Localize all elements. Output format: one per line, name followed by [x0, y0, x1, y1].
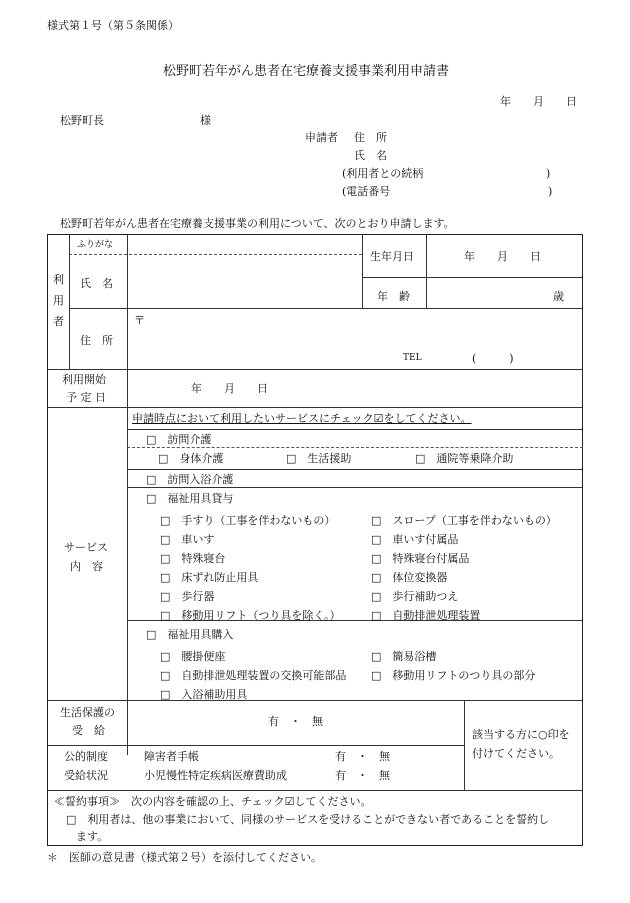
rental-walker-checkbox[interactable]: □ 歩行器: [160, 590, 215, 603]
tel-label: TEL: [403, 353, 422, 363]
visit-bath-checkbox[interactable]: □ 訪問入浴介護: [146, 473, 234, 486]
public-label-1: 公的制度: [64, 750, 108, 763]
rental-handrail-checkbox[interactable]: □ 手すり（工事を伴わないもの）: [160, 514, 336, 527]
start-label-2: 予 定 日: [66, 391, 106, 404]
birth-date-label: 生年月日: [370, 250, 414, 263]
document-title: 松野町若年がん患者在宅療養支援事業利用申請書: [163, 64, 450, 79]
service-instruction: 申請時点において利用したいサービスにチェック☑をしてください。: [132, 412, 472, 425]
user-section-label-2: 用: [53, 294, 64, 307]
pledge-checkbox[interactable]: □ 利用者は、他の事業において、同様のサービスを受けることができない者であることを誓約し: [66, 813, 550, 826]
addressee-sama: 様: [200, 114, 211, 127]
footnote: ＊ 医師の意見書（様式第２号）を添付してください。: [47, 851, 322, 864]
public-label-2: 受給状況: [64, 769, 108, 782]
form-number: 様式第１号（第５条関係）: [47, 19, 179, 32]
disability-card-value[interactable]: 有 ・ 無: [335, 750, 390, 763]
date-line: 年 月 日: [500, 95, 577, 108]
application-form-table: [47, 234, 583, 846]
applicant-name-label: 氏 名: [354, 149, 387, 162]
postal-mark: 〒: [134, 314, 145, 327]
user-section-label-3: 者: [53, 315, 64, 328]
pledge-line-2: ます。: [76, 830, 109, 843]
disability-card-label: 障害者手帳: [144, 750, 199, 763]
addressee: 松野町長: [60, 114, 104, 127]
rental-wheelchair-accessory-checkbox[interactable]: □ 車いす付属品: [371, 533, 459, 546]
applicant-phone-close: ): [548, 185, 553, 198]
service-label-1: サービス: [64, 541, 108, 554]
age-label: 年 齢: [377, 290, 410, 303]
life-support-checkbox[interactable]: □ 生活援助: [286, 452, 352, 465]
purchase-bath-aid-checkbox[interactable]: □ 入浴補助用具: [160, 688, 248, 701]
rental-special-bed-checkbox[interactable]: □ 特殊寝台: [160, 552, 226, 565]
rental-bedsore-checkbox[interactable]: □ 床ずれ防止用具: [160, 571, 259, 584]
age-unit: 歳: [553, 290, 564, 303]
start-label-1: 利用開始: [62, 373, 106, 386]
rental-auto-excretion-checkbox[interactable]: □ 自動排泄処理装置: [371, 609, 481, 622]
pledge-header: ≪誓約事項≫ 次の内容を確認の上、チェック☑してください。: [54, 795, 372, 808]
user-name-label: 氏 名: [80, 277, 113, 290]
purchase-lift-sling-checkbox[interactable]: □ 移動用リフトのつり具の部分: [371, 669, 536, 682]
service-label-2: 内 容: [70, 560, 103, 573]
purchase-toilet-seat-checkbox[interactable]: □ 腰掛便座: [160, 650, 226, 663]
note-line-2: 付けてください。: [472, 747, 560, 760]
intro-text: 松野町若年がん患者在宅療養支援事業の利用について、次のとおり申請します。: [60, 217, 455, 230]
welfare-value[interactable]: 有 ・ 無: [268, 715, 323, 728]
rental-cane-checkbox[interactable]: □ 歩行補助つえ: [371, 590, 459, 603]
welfare-label-2: 受 給: [72, 724, 105, 737]
applicant-address-label: 住 所: [354, 131, 387, 144]
rental-wheelchair-checkbox[interactable]: □ 車いす: [160, 533, 215, 546]
tel-paren: ( ): [472, 352, 514, 365]
pediatric-subsidy-label: 小児慢性特定疾病医療費助成: [144, 769, 287, 782]
rental-lift-checkbox[interactable]: □ 移動用リフト（つり具を除く。）: [160, 609, 341, 622]
start-value: 年 月 日: [191, 382, 268, 395]
rental-repositioner-checkbox[interactable]: □ 体位変換器: [371, 571, 448, 584]
applicant-label: 申請者: [305, 131, 338, 144]
rental-bed-accessory-checkbox[interactable]: □ 特殊寝台付属品: [371, 552, 470, 565]
note-line-1: 該当する方に○印を: [472, 728, 570, 741]
rental-slope-checkbox[interactable]: □ スロープ（工事を伴わないもの）: [371, 514, 557, 527]
physical-care-checkbox[interactable]: □ 身体介護: [158, 452, 224, 465]
applicant-relation-close: ): [546, 167, 551, 180]
purchase-excretion-parts-checkbox[interactable]: □ 自動排泄処理装置の交換可能部品: [160, 669, 347, 682]
pediatric-subsidy-value[interactable]: 有 ・ 無: [335, 769, 390, 782]
furigana-label: ふりがな: [77, 240, 114, 250]
visit-care-checkbox[interactable]: □ 訪問介護: [146, 433, 212, 446]
user-address-label: 住 所: [80, 334, 113, 347]
welfare-label-1: 生活保護の: [60, 706, 115, 719]
birth-date-value: 年 月 日: [464, 250, 541, 263]
hospital-transport-checkbox[interactable]: □ 通院等乗降介助: [415, 452, 514, 465]
equipment-rental-checkbox[interactable]: □ 福祉用具貸与: [146, 492, 234, 505]
purchase-simple-bathtub-checkbox[interactable]: □ 簡易浴槽: [371, 650, 437, 663]
user-section-label-1: 利: [53, 273, 64, 286]
equipment-purchase-checkbox[interactable]: □ 福祉用具購入: [146, 628, 234, 641]
applicant-relation-label: (利用者との続柄: [342, 167, 424, 180]
applicant-phone-label: (電話番号: [342, 185, 391, 198]
